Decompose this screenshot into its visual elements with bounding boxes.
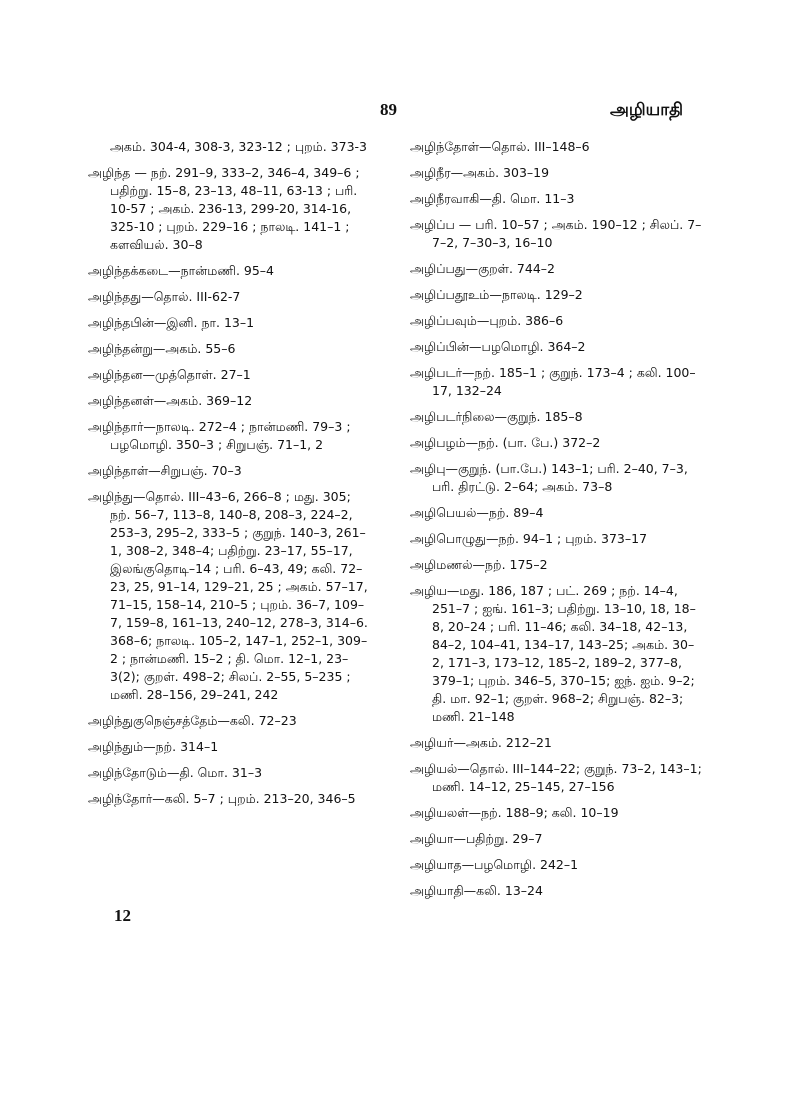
index-entry: அழிபொழுது—நற். 94–1 ; புறம். 373–17 (410, 531, 648, 546)
index-entry: அழியாத—பழமொழி. 242–1 (410, 857, 579, 872)
index-entry: அழிந்தோடும்—தி. மொ. 31–3 (88, 765, 263, 780)
index-entry: அழிந்தது—தொல். III-62-7 (88, 289, 241, 304)
index-entry: அழிப்பதூஉம்—நாலடி. 129–2 (410, 287, 583, 302)
index-entry: அழிபடர்நிலை—குறுந். 185–8 (410, 409, 583, 424)
index-entry: அழிப்பின்—பழமொழி. 364–2 (410, 339, 586, 354)
index-entry: அழியல்—தொல். III–144–22; குறுந். 73–2, 143–1; மணி. 14–12, 25–145, 27–156 (410, 761, 702, 794)
index-entry: அழிபெயல்—நற். 89–4 (410, 505, 544, 520)
left-column (88, 138, 374, 816)
index-entry: அழிந்தக்கடை—நான்மணி. 95–4 (88, 263, 275, 278)
index-entry: அழிபழம்—நற். (பா. பே.) 372–2 (410, 435, 601, 450)
index-entry: அழிமணல்—நற். 175–2 (410, 557, 548, 572)
index-entry: அழிப்பவும்—புறம். 386–6 (410, 313, 564, 328)
index-entry: அழிந்தபின்—இனி. நா. 13–1 (88, 315, 255, 330)
index-entry: அழிநீரவாகி—தி. மொ. 11–3 (410, 191, 575, 206)
index-entry: அழிந்து—தொல். III–43–6, 266–8 ; மது. 305; நற். 56–7, 113–8, 140–8, 208–3, 224–2, 253–3, 295–2, 333–5 ; குறுந். 140–3, 261–1, 308–2, 348–4; பதிற்று. 23–17, 55–17, இலங்குதொடி–14 ; பரி. 6–43, 49; கலி. 72–23, 25, 91–14, 129–21, 25 ; அகம். 57–17, 71–15, 158–14, 210–5 ; புறம். 36–7, 109–7, 159–8, 161–13, 240–12, 278–3, 314–6. 368–6; நாலடி. 105–2, 147–1, 252–1, 309–2 ; நான்மணி. 15–2 ; தி. மொ. 12–1, 23–3(2); குறள். 498–2; சிலப். 2–55, 5–235 ; மணி. 28–156, 29–241, 242 (88, 489, 368, 702)
index-entry: அழிந்தும்—நற். 314–1 (88, 739, 219, 754)
index-entry: அழிப்ப — பரி. 10–57 ; அகம். 190–12 ; சிலப். 7–7–2, 7–30–3, 16–10 (410, 217, 702, 250)
signature-mark: 12 (114, 906, 131, 925)
index-entry: அழிய—மது. 186, 187 ; பட். 269 ; நற். 14–4, 251–7 ; ஐங். 161–3; பதிற்று. 13–10, 18, 18–8, 20–24 ; பரி. 11–46; கலி. 34–18, 42–13, 84–2, 104–41, 134–17, 143–25; அகம். 30–2, 171–3, 173–12, 185–2, 189–2, 377–8, 379–1; புறம். 346–5, 370–15; ஐந். ஐம். 9–2; தி. மா. 92–1; குறள். 968–2; சிறுபஞ். 82–3; மணி. 21–148 (410, 583, 696, 724)
index-entry: அழியர்—அகம். 212–21 (410, 735, 552, 750)
index-entry: அழிந்தோள்—தொல். III–148–6 (410, 139, 590, 154)
index-entry: அழிந்தாள்—சிறுபஞ். 70–3 (88, 463, 242, 478)
index-entry: அழிந்தார்—நாலடி. 272–4 ; நான்மணி. 79–3 ; பழமொழி. 350–3 ; சிறுபஞ். 71–1, 2 (88, 419, 351, 452)
index-entry: அழிந்தோர்—கலி. 5–7 ; புறம். 213–20, 346–5 (88, 791, 356, 806)
page-number: 89 (380, 100, 397, 119)
index-entry: அழிந்த — நற். 291–9, 333–2, 346–4, 349–6 ; பதிற்று. 15–8, 23–13, 48–11, 63-13 ; பரி. 10-57 ; அகம். 236-13, 299-20, 314-16, 325-10 ; புறம். 229–16 ; நாலடி. 141–1 ; களவியல். 30–8 (88, 165, 360, 252)
index-entry: அழிபடர்—நற். 185–1 ; குறுந். 173–4 ; கலி. 100–17, 132–24 (410, 365, 696, 398)
index-entry: அழிந்தன்று—அகம். 55–6 (88, 341, 236, 356)
index-entry: அழியாதி—கலி. 13–24 (410, 883, 543, 898)
index-entry: அழிநீர—அகம். 303–19 (410, 165, 550, 180)
index-entry: அழியா—பதிற்று. 29–7 (410, 831, 543, 846)
index-entry: அழிந்துகுநெஞ்சத்தேம்—கலி. 72–23 (88, 713, 297, 728)
index-entry: அழிபு—குறுந். (பா.பே.) 143–1; பரி. 2–40, 7–3, பரி. திரட்டு. 2–64; அகம். 73–8 (410, 461, 688, 494)
index-entry: அழிப்பது—குறள். 744–2 (410, 261, 555, 276)
running-head: அழியாதி (610, 100, 684, 120)
index-entry: அகம். 304-4, 308-3, 323-12 ; புறம். 373-3 (110, 139, 368, 154)
right-column (410, 138, 702, 908)
index-entry: அழிந்தன—முத்தொள். 27–1 (88, 367, 251, 382)
index-entry: அழியலள்—நற். 188–9; கலி. 10–19 (410, 805, 619, 820)
index-entry: அழிந்தனள்—அகம். 369–12 (88, 393, 253, 408)
